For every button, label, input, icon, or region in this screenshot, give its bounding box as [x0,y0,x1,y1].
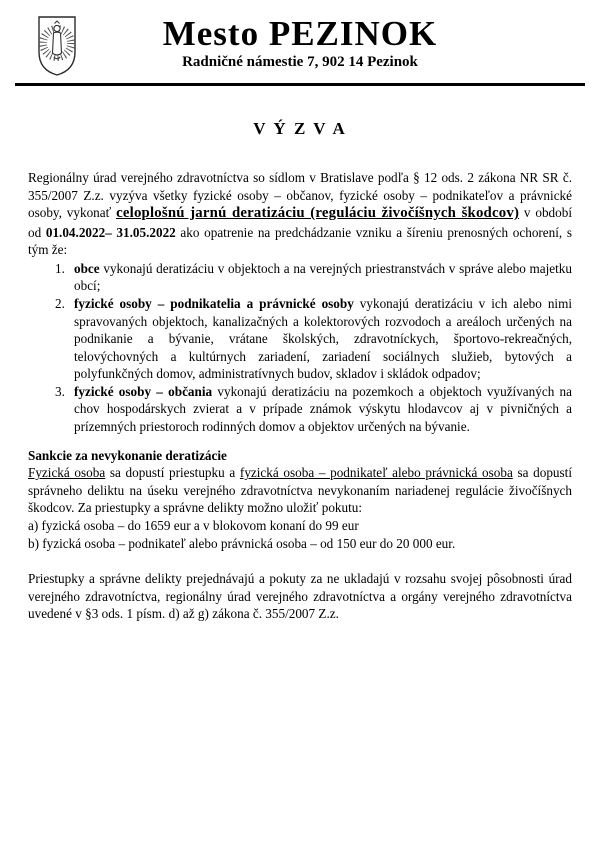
city-address: Radničné námestie 7, 902 14 Pezinok [182,53,418,70]
sanctions-subject-2: fyzická osoba – podnikateľ alebo právnická osoba [239,465,513,481]
list-item-body: vykonajú deratizáciu v objektoch a na verejných priestranstvách v správe alebo majetku obcí; [74,260,572,294]
sanctions-subject-1: Fyzická osoba [28,465,106,481]
fine-line-a: a) fyzická osoba – do 1659 eur a v blokovom konaní do 99 eur [28,517,359,533]
intro-emphasis-deratization: celoplošnú jarnú deratizáciu (reguláciu živočíšnych škodcov) [116,205,520,222]
sanctions-heading: Sankcie za nevykonanie deratizácie [28,448,227,464]
letterhead-text [28,12,572,71]
list-item-number: 2. [55,295,65,311]
sanctions-text-2: sa dopustí správneho deliktu na úseku verejného zdravotníctva nevykonaním nariadenej regulácie živočíšnych škodcov. Za priestupky a správne delikty možno uložiť pokutu: [28,465,572,516]
intro-text-1: Regionálny úrad verejného zdravotníctva so sídlom v Bratislave podľa § 12 ods. 2 zákona NR SR č. 355/2007 Z.z. vyzýva všetky fyzické osoby – občanov, fyzické osoby – podnikateľov a právnické osoby, vykonať [28,170,572,221]
list-item-text [74,383,572,436]
list-item [28,295,572,383]
obligations-list [28,260,572,435]
intro-paragraph [28,169,572,259]
city-title: Mesto PEZINOK [162,14,438,53]
list-item-subject: fyzické osoby – občania [74,383,213,399]
list-item-number: 3. [55,383,65,399]
pezinok-coat-of-arms-icon [35,14,79,78]
closing-paragraph: Priestupky a správne delikty prejednávajú a pokuty za ne ukladajú v rozsahu svojej pôsobnosti úrad verejného zdravotníctva, regionálny úrad verejného zdravotníctva a orgány verejného zdravotníctva uvedené v §3 ods. 1 písm. d) až g) zákona č. 355/2007 Z.z. [28,571,572,622]
sanctions-text-1: sa dopustí priestupku a [105,465,240,481]
sanctions-paragraph [28,464,572,517]
list-item [28,260,572,295]
fine-line-b: b) fyzická osoba – podnikateľ alebo právnická osoba – od 150 eur do 20 000 eur. [28,535,456,551]
intro-text-3: ako opatrenie na predchádzanie vzniku a šíreniu prenosných ochorení, s tým že: [28,224,572,258]
list-item-subject: fyzické osoby – podnikatelia a právnické osoby [74,295,354,311]
intro-date-range: 01.04.2022– 31.05.2022 [45,224,176,240]
header-divider [15,83,585,86]
list-item-text [74,260,572,295]
letterhead [28,12,572,78]
page-title: V Ý Z V A [253,119,347,138]
list-item-text [74,295,572,383]
list-item-subject: obce [74,260,100,276]
list-item-body: vykonajú deratizáciu na pozemkoch a objektoch využívaných na chov hospodárskych zvierat a v prípade známok výskytu hlodavcov aj v pivničných a prízemných priestoroch rodinných domov a objektov určených na bývanie. [74,383,572,434]
list-item-number: 1. [55,260,65,276]
list-item-body: vykonajú deratizáciu v ich alebo nimi spravovaných objektoch, kanalizačných a kolektorových rozvodoch a areáloch určených na podnikanie a bývanie, vrátane školských, zdravotníckych, športovo-rekreačných, telovýchovných a kultúrnych zariadení, zariadení sociálnych služieb, bytových a polyfunkčných domov, administratívnych budov, skladov i skládok odpadov; [74,295,573,382]
intro-text-2: v období od [28,205,572,240]
list-item [28,383,572,436]
